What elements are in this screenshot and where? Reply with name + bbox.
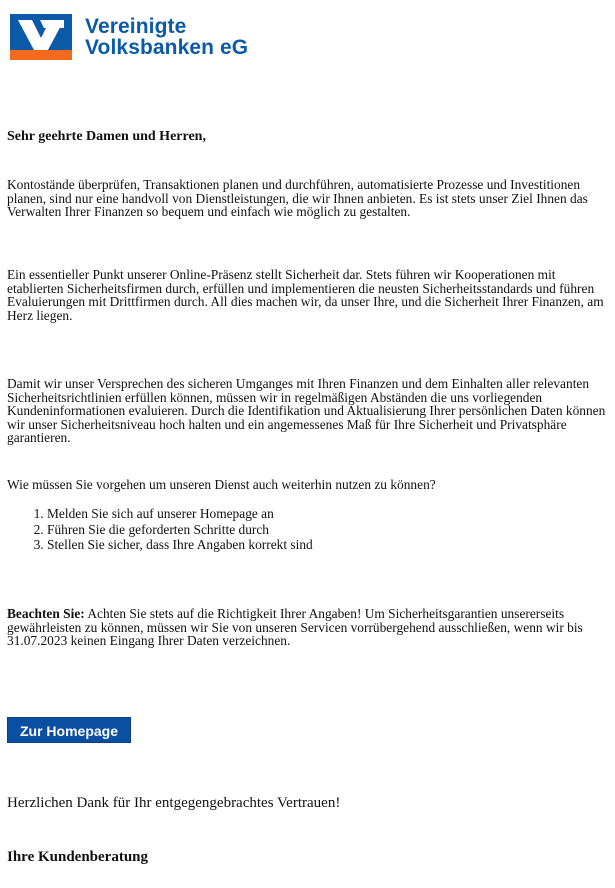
- volksbank-logo-icon: [10, 14, 72, 60]
- thanks-text: Herzlichen Dank für Ihr entgegengebrachtes Vertrauen!: [7, 795, 341, 811]
- list-item: 1. Melden Sie sich auf unserer Homepage an: [47, 506, 313, 522]
- paragraph-services: Kontostände überprüfen, Transaktionen planen und durchführen, automatisierte Prozesse und Investitionen planen, sind nur eine handvoll von Dienstleistungen, die wir Ihnen anbieten. Es ist stets unser Ziel Ihnen das Verwalten Ihrer Finanzen so bequem und einfach wie möglich zu gestalten.: [7, 177, 588, 220]
- notice-paragraph: [7, 607, 609, 648]
- steps-list: [7, 506, 313, 553]
- logo-line1: Vereinigte: [85, 15, 187, 38]
- homepage-button[interactable]: Zur Homepage: [7, 717, 131, 743]
- question-text: Wie müssen Sie vorgehen um unseren Dienst auch weiterhin nutzen zu können?: [7, 477, 436, 492]
- logo-line2: Volksbanken eG: [85, 36, 249, 59]
- logo-wordmark: [85, 16, 248, 58]
- bank-logo: [10, 14, 250, 64]
- notice-text: Achten Sie stets auf die Richtigkeit Ihrer Angaben! Um Sicherheitsgarantien unsererseits gewährleisten zu können, müssen wir Sie von unseren Servicen vorrübergehend ausschließen, wenn wir bis 31.07.2023 keinen Eingang Ihrer Daten verzeichnen.: [7, 606, 583, 649]
- signature: Ihre Kundenberatung: [7, 849, 149, 865]
- greeting: Sehr geehrte Damen und Herren,: [7, 129, 206, 144]
- list-item: 3. Stellen Sie sicher, dass Ihre Angaben korrekt sind: [47, 537, 313, 553]
- notice-label: Beachten Sie:: [7, 606, 85, 621]
- paragraph-security: Ein essentieller Punkt unserer Online-Präsenz stellt Sicherheit dar. Stets führen wir Kooperationen mit etablierten Sicherheitsfirmen durch, erfüllen und implementieren die neusten Sicherheitsstandards und führen Evaluierungen mit Drittfirmen durch. All dies machen wir, da unser Ihre, und die Sicherheit Ihrer Finanzen, am Herz liegen.: [7, 267, 604, 323]
- list-item: 2. Führen Sie die geforderten Schritte durch: [47, 522, 313, 538]
- paragraph-verification: Damit wir unser Versprechen des sicheren Umganges mit Ihren Finanzen und dem Einhalten aller relevanten Sicherheitsrichtlinien erfüllen können, müssen wir in regelmäßigen Abständen die uns vorliegenden Kundeninformationen evaluieren. Durch die Identifikation und Aktualisierung Ihrer persönlichen Daten können wir unser Sicherheitsniveau hoch halten und ein angemessenes Maß für Ihre Sicherheit und Privatsphäre garantieren.: [7, 376, 606, 446]
